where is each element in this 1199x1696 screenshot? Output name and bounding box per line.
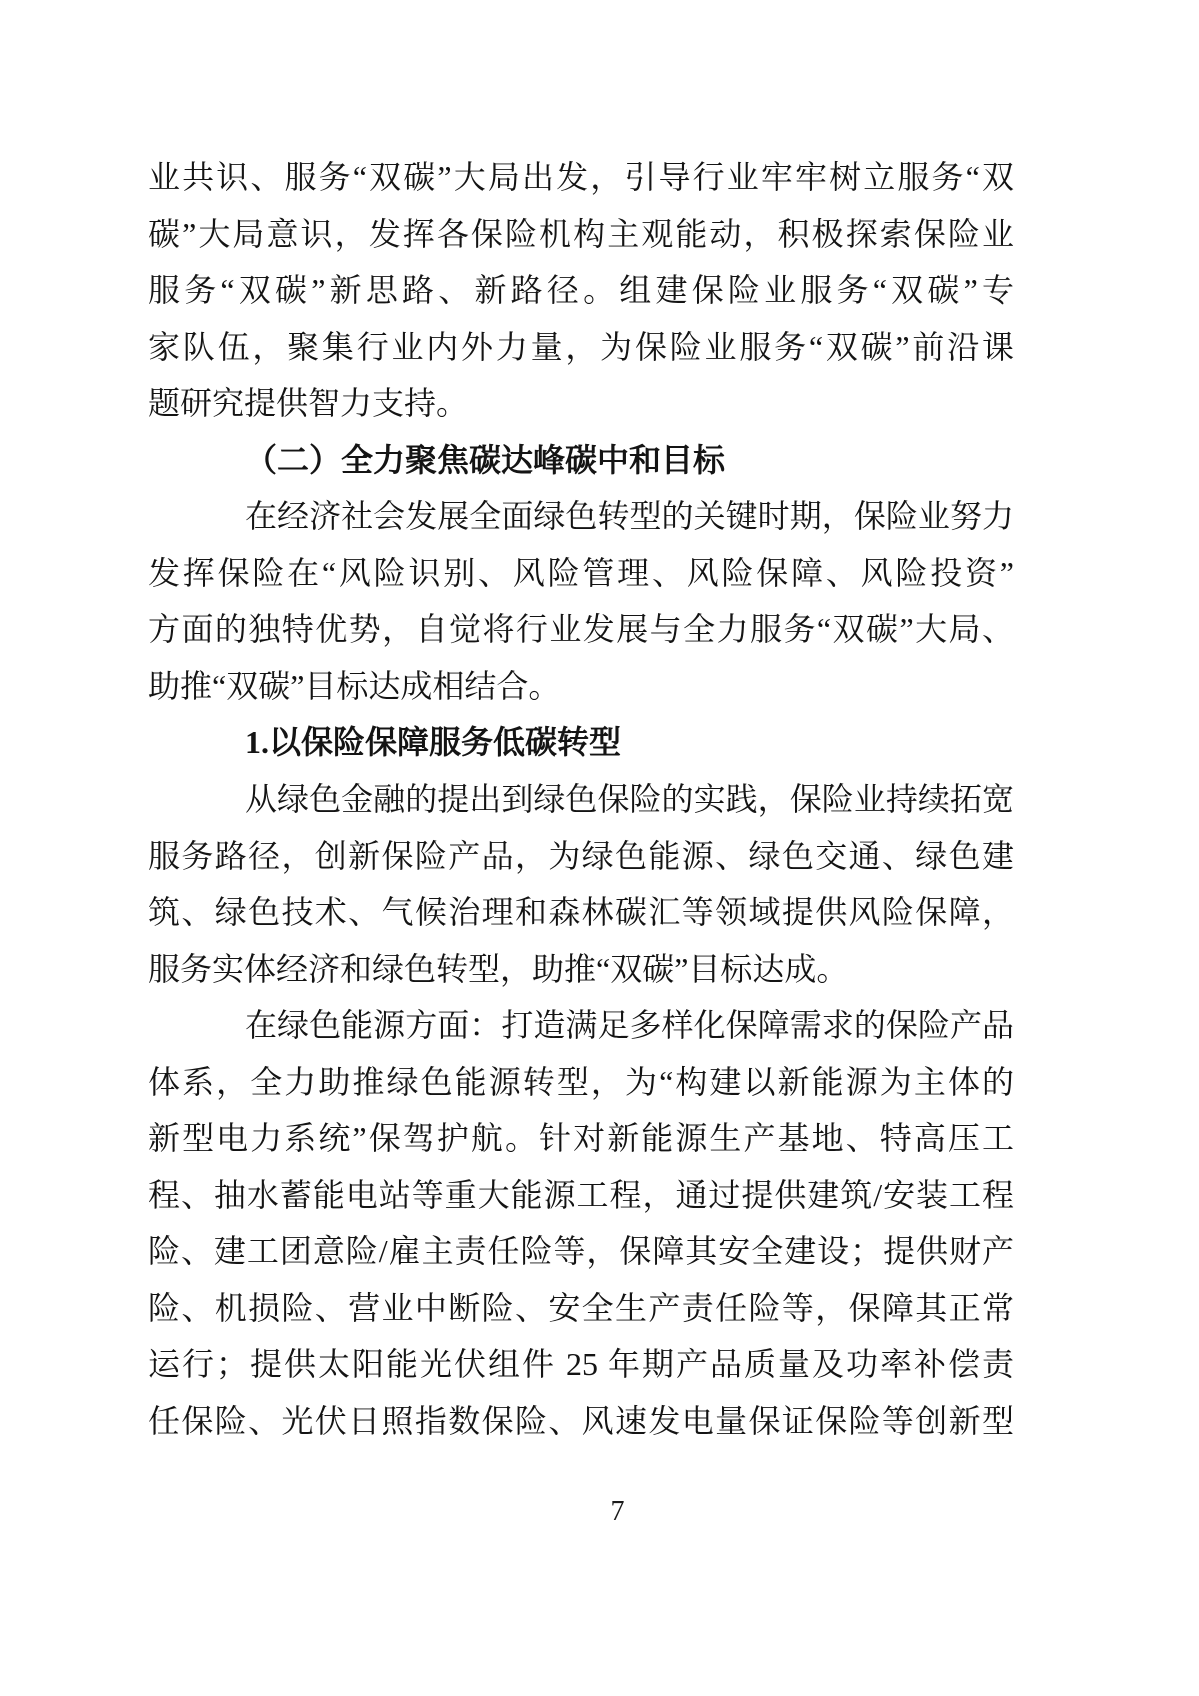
page-number: 7 (610, 1496, 625, 1527)
document-body (148, 149, 1014, 1450)
text-line: 发挥保险在“风险识别、风险管理、风险保障、风险投资” (148, 554, 1014, 591)
text-line: 题研究提供智力支持。 (148, 385, 469, 422)
heading-line: （二）全力聚焦碳达峰碳中和目标 (245, 441, 726, 478)
text-line: 在绿色能源方面：打造满足多样化保障需求的保险产品 (245, 1007, 1014, 1044)
text-line: 服务实体经济和绿色转型，助推“双碳”目标达成。 (148, 950, 849, 987)
text-line: 碳”大局意识，发挥各保险机构主观能动，积极探索保险业 (148, 215, 1014, 252)
text-line: 任保险、光伏日照指数保险、风速发电量保证保险等创新型 (148, 1403, 1014, 1440)
page-footer (150, 1492, 1085, 1532)
text-line: 险、机损险、营业中断险、安全生产责任险等，保障其正常 (148, 1289, 1014, 1326)
text-line: 运行；提供太阳能光伏组件 25 年期产品质量及功率补偿责 (148, 1346, 1014, 1383)
text-line: 体系，全力助推绿色能源转型，为“构建以新能源为主体的 (148, 1063, 1014, 1100)
text-line: 服务“双碳”新思路、新路径。组建保险业服务“双碳”专 (148, 272, 1014, 309)
text-line: 在经济社会发展全面绿色转型的关键时期，保险业努力 (245, 498, 1014, 535)
text-line: 助推“双碳”目标达成相结合。 (148, 667, 561, 704)
text-line: 程、抽水蓄能电站等重大能源工程，通过提供建筑/安装工程 (148, 1176, 1014, 1213)
text-line: 家队伍，聚集行业内外力量，为保险业服务“双碳”前沿课 (148, 328, 1014, 365)
text-line: 服务路径，创新保险产品，为绿色能源、绿色交通、绿色建 (148, 837, 1014, 874)
heading-line: 1.以保险保障服务低碳转型 (245, 724, 622, 761)
text-line: 方面的独特优势，自觉将行业发展与全力服务“双碳”大局、 (148, 611, 1014, 648)
text-line: 险、建工团意险/雇主责任险等，保障其安全建设；提供财产 (148, 1233, 1014, 1270)
text-line: 业共识、服务“双碳”大局出发，引导行业牢牢树立服务“双 (148, 159, 1014, 195)
text-line: 筑、绿色技术、气候治理和森林碳汇等领域提供风险保障， (148, 894, 1014, 931)
text-line: 从绿色金融的提出到绿色保险的实践，保险业持续拓宽 (245, 781, 1014, 818)
text-line: 新型电力系统”保驾护航。针对新能源生产基地、特高压工 (148, 1120, 1014, 1157)
